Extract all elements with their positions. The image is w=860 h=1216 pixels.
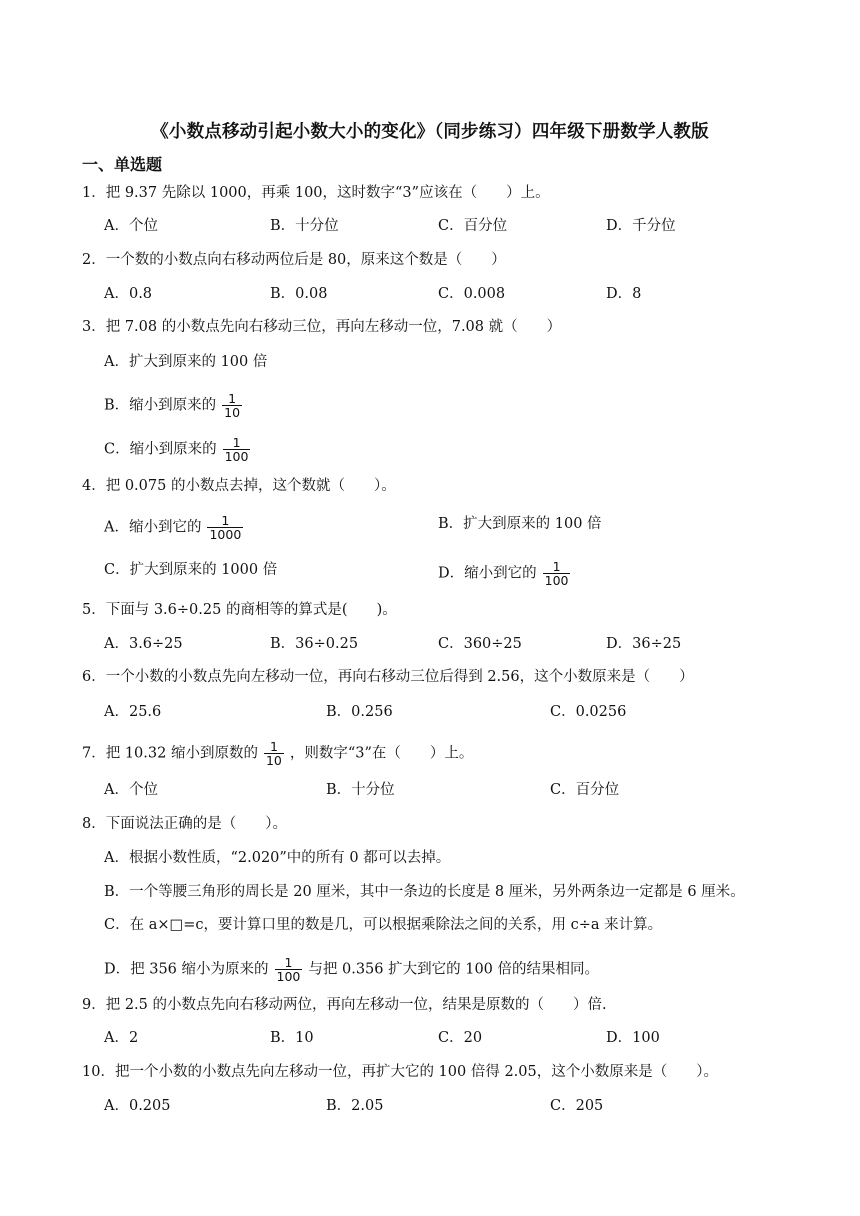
question-9-option-a[interactable]: A．2 [104, 1030, 139, 1046]
question-8-option-b[interactable]: B．一个等腰三角形的周长是 20 厘米，其中一条边的长度是 8 厘米，另外两条边一定都是 6 厘米。 [104, 884, 745, 900]
question-2-option-d[interactable]: D．8 [606, 286, 642, 302]
question-3-option-c[interactable] [104, 436, 256, 463]
question-7-option-b[interactable]: B．十分位 [326, 782, 395, 798]
question-1-option-b[interactable]: B．十分位 [270, 218, 339, 234]
question-3-option-b[interactable] [104, 392, 248, 419]
fraction-one-tenth: $\frac{1}{10}$ [224, 391, 241, 420]
question-4-option-a-text: A．缩小到它的 [104, 519, 202, 536]
fraction-one-hundredth: $\frac{1}{100}$ [224, 435, 249, 464]
fraction-one-thousandth: $\frac{1}{1000}$ [209, 513, 242, 542]
question-1-stem: 1．把 9.37 先除以 1000，再乘 100，这时数字“3”应该在（ ）上。 [82, 185, 550, 201]
question-5-option-d[interactable]: D．36÷25 [606, 636, 682, 652]
question-4-stem: 4．把 0.075 的小数点去掉，这个数就（ ）。 [82, 478, 396, 494]
question-7-option-c[interactable]: C．百分位 [550, 782, 620, 798]
question-8-stem: 8．下面说法正确的是（ ）。 [82, 816, 287, 832]
question-10-stem: 10．把一个小数的小数点先向左移动一位，再扩大它的 100 倍得 2.05，这个小数原来是（ ）。 [82, 1064, 718, 1080]
question-1-option-d[interactable]: D．千分位 [606, 218, 676, 234]
question-7-option-a[interactable]: A．个位 [104, 782, 158, 798]
question-8-option-d-text: D．把 356 缩小为原来的 [104, 961, 269, 978]
question-1-option-a[interactable]: A．个位 [104, 218, 158, 234]
question-9-option-c[interactable]: C．20 [438, 1030, 483, 1046]
question-10-option-b[interactable]: B．2.05 [326, 1098, 384, 1114]
question-4-option-a[interactable] [104, 514, 249, 541]
question-2-option-c[interactable]: C．0.008 [438, 286, 506, 302]
question-8-option-d[interactable] [104, 956, 599, 983]
page-title: 《小数点移动引起小数大小的变化》（同步练习）四年级下册数学人教版 [151, 122, 709, 142]
question-2-option-a[interactable]: A．0.8 [104, 286, 153, 302]
question-4-option-c[interactable]: C．扩大到原来的 1000 倍 [104, 562, 278, 578]
fraction-one-hundredth: $\frac{1}{100}$ [276, 955, 301, 984]
question-7-stem [82, 740, 473, 767]
question-8-option-c[interactable]: C．在 a×□=c，要计算口里的数是几，可以根据乘除法之间的关系，用 c÷a 来计算。 [104, 917, 663, 933]
question-6-option-b[interactable]: B．0.256 [326, 704, 393, 720]
question-10-option-a[interactable]: A．0.205 [104, 1098, 171, 1114]
question-6-option-c[interactable]: C．0.0256 [550, 704, 627, 720]
fraction-one-tenth: $\frac{1}{10}$ [265, 739, 282, 768]
question-6-stem: 6．一个小数的小数点先向左移动一位，再向右移动三位后得到 2.56，这个小数原来是（ ） [82, 669, 694, 685]
question-6-option-a[interactable]: A．25.6 [104, 704, 162, 720]
question-9-stem: 9．把 2.5 的小数点先向右移动两位，再向左移动一位，结果是原数的（ ）倍. [82, 997, 607, 1013]
question-7-stem-after: ，则数字“3”在（ ）上。 [289, 745, 474, 762]
question-2-stem: 2．一个数的小数点向右移动两位后是 80，原来这个数是（ ） [82, 252, 506, 268]
question-5-stem: 5．下面与 3.6÷0.25 的商相等的算式是( )。 [82, 602, 397, 618]
question-4-option-d-text: D．缩小到它的 [438, 565, 537, 582]
question-8-option-d-after: 与把 0.356 扩大到它的 100 倍的结果相同。 [308, 961, 600, 978]
question-3-option-c-text: C．缩小到原来的 [104, 441, 217, 458]
question-1-option-c[interactable]: C．百分位 [438, 218, 508, 234]
question-4-option-b[interactable]: B．扩大到原来的 100 倍 [438, 516, 602, 532]
question-3-option-b-text: B．缩小到原来的 [104, 397, 217, 414]
question-5-option-c[interactable]: C．360÷25 [438, 636, 522, 652]
question-9-option-b[interactable]: B．10 [270, 1030, 314, 1046]
question-9-option-d[interactable]: D．100 [606, 1030, 660, 1046]
fraction-one-hundredth: $\frac{1}{100}$ [544, 559, 569, 588]
question-4-option-d[interactable] [438, 560, 576, 587]
question-3-option-a[interactable]: A．扩大到原来的 100 倍 [104, 354, 268, 370]
question-5-option-a[interactable]: A．3.6÷25 [104, 636, 183, 652]
question-3-stem: 3．把 7.08 的小数点先向右移动三位，再向左移动一位，7.08 就（ ） [82, 319, 562, 335]
question-8-option-a[interactable]: A．根据小数性质，“2.020”中的所有 0 都可以去掉。 [104, 850, 451, 866]
question-5-option-b[interactable]: B．36÷0.25 [270, 636, 359, 652]
section-heading: 一、单选题 [82, 155, 163, 174]
question-10-option-c[interactable]: C．205 [550, 1098, 604, 1114]
question-2-option-b[interactable]: B．0.08 [270, 286, 328, 302]
question-7-stem-before: 7．把 10.32 缩小到原数的 [82, 745, 258, 762]
